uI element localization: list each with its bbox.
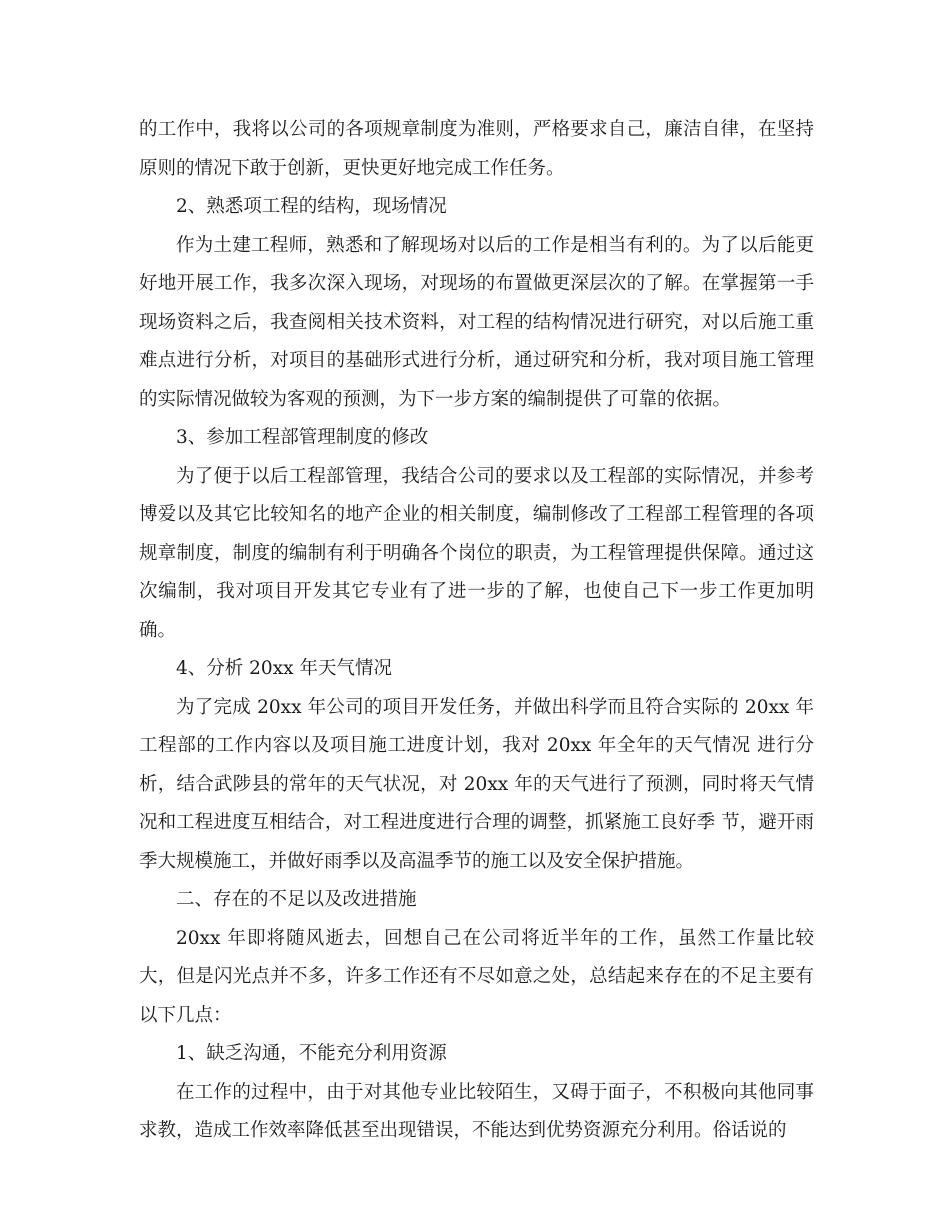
section-heading-3: 3、参加工程部管理制度的修改 bbox=[176, 427, 429, 448]
paragraph-continuation: 的工作中，我将以公司的各项规章制度为准则，严格要求自己，廉洁自律，在坚持原则的情况下敢于创新，更快更好地完成工作任务。 bbox=[139, 119, 814, 179]
paragraph-structure-site: 作为土建工程师，熟悉和了解现场对以后的工作是相当有利的。为了以后能更好地开展工作，我多次深入现场，对现场的布置做更深层次的了解。在掌握第一手现场资料之后，我查阅相关技术资料，对工程的结构情况进行研究，对以后施工重难点进行分析，对项目的基础形式进行分析，通过研究和分析，我对项目施工管理的实际情况做较为客观的预测，为下一步方案的编制提供了可靠的依据。 bbox=[139, 234, 814, 410]
section-heading-2: 2、熟悉项工程的结构，现场情况 bbox=[176, 196, 447, 217]
paragraph-weather-analysis: 为了完成 20xx 年公司的项目开发任务，并做出科学而且符合实际的 20xx 年工程部的工作内容以及项目施工进度计划，我对 20xx 年全年的天气情况 进行分析，结合武陟县的常年的天气状况，对 20xx 年的天气进行了预测，同时将天气情况和工程进度互相结合，对工程进度进行合理的调整，抓紧施工良好季 节，避开雨季大规模施工，并做好雨季以及高温季节的施工以及安全保护措施。 bbox=[139, 696, 814, 872]
subsection-heading-communication: 1、缺乏沟通，不能充分利用资源 bbox=[176, 1043, 447, 1064]
paragraph-management-rules: 为了便于以后工程部管理，我结合公司的要求以及工程部的实际情况，并参考博爱以及其它比较知名的地产企业的相关制度，编制修改了工程部工程管理的各项规章制度，制度的编制有利于明确各个岗位的职责，为工程管理提供保障。通过这次编制，我对项目开发其它专业有了进一步的了解，也使自己下一步工作更加明确。 bbox=[139, 465, 814, 641]
section-heading-shortcomings: 二、存在的不足以及改进措施 bbox=[176, 889, 417, 910]
section-heading-4: 4、分析 20xx 年天气情况 bbox=[176, 658, 392, 679]
paragraph-year-review: 20xx 年即将随风逝去，回想自己在公司将近半年的工作，虽然工作量比较大，但是闪光点并不多，许多工作还有不尽如意之处，总结起来存在的不足主要有以下几点： bbox=[139, 927, 814, 1026]
document-body bbox=[139, 111, 814, 1151]
paragraph-communication: 在工作的过程中，由于对其他专业比较陌生，又碍于面子，不积极向其他同事求教，造成工作效率降低甚至出现错误，不能达到优势资源充分利用。俗话说的 bbox=[139, 1081, 814, 1141]
